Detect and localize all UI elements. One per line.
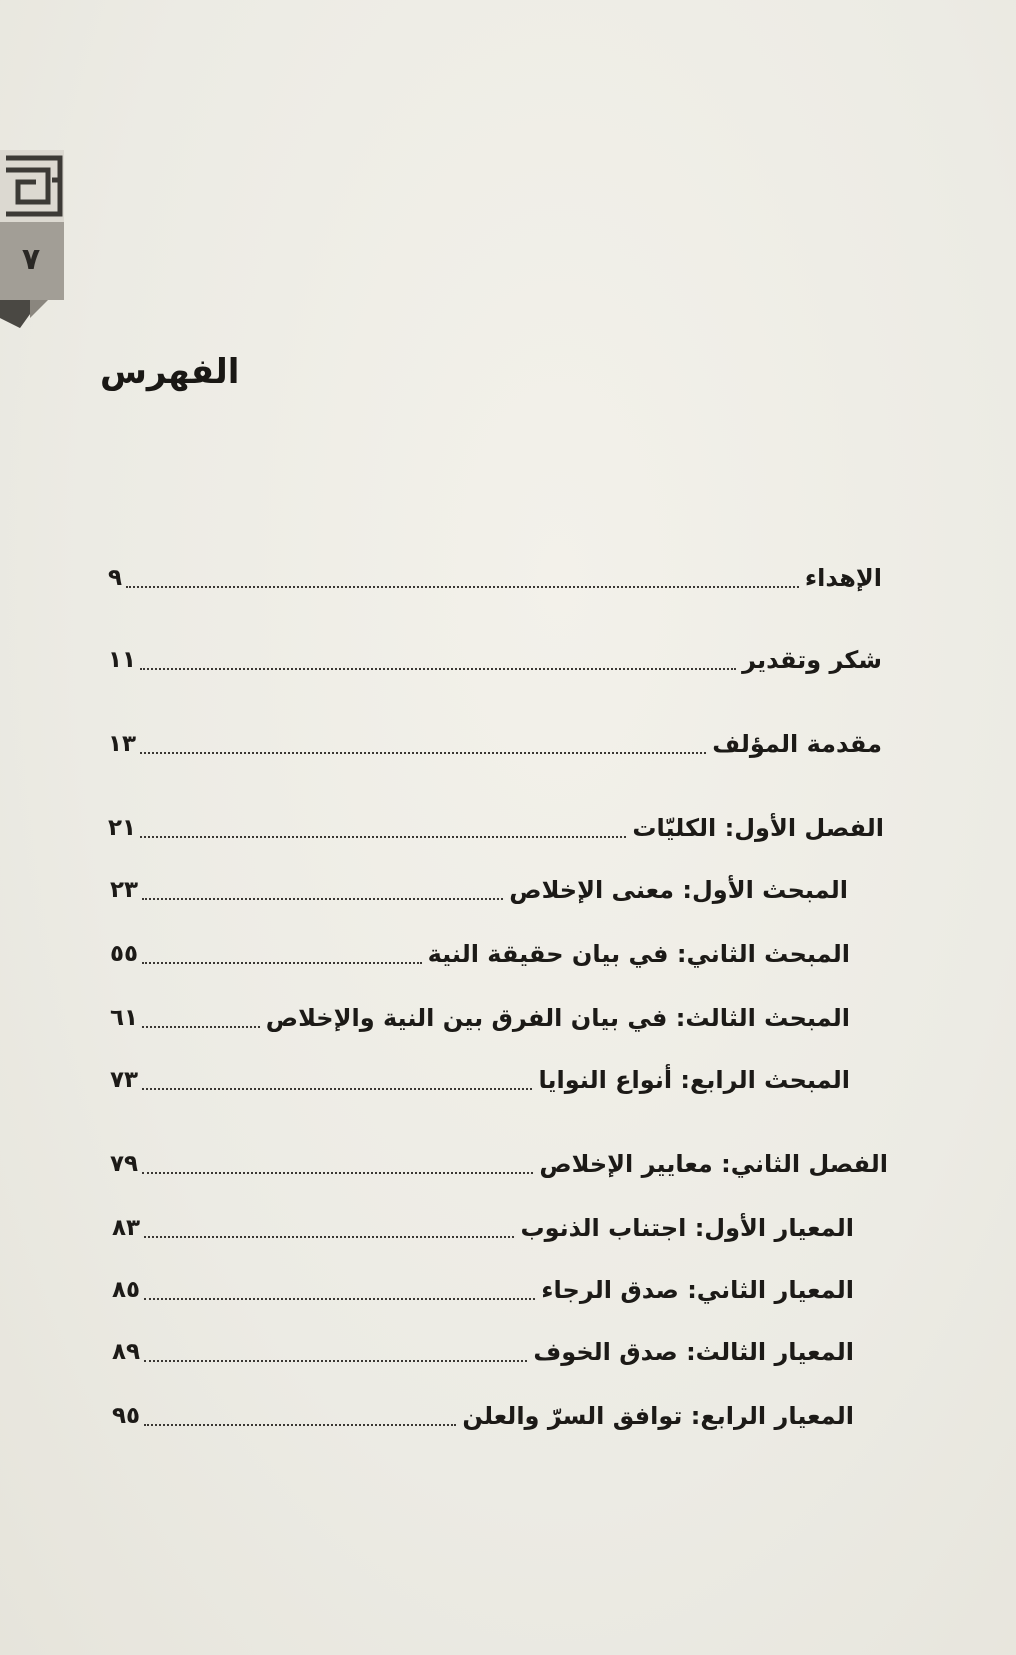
dot-leader (142, 1172, 533, 1174)
dot-leader (142, 962, 421, 964)
dot-leader (144, 1360, 527, 1362)
toc-row[interactable] (110, 1060, 850, 1100)
toc-title: الفصل الأول: الكليّات (632, 814, 884, 842)
dot-leader (126, 586, 799, 588)
toc-page-number: ٩ (108, 565, 123, 591)
toc-page-number: ١١ (108, 647, 137, 673)
toc-title: المبحث الرابع: أنواع النوايا (538, 1066, 850, 1094)
dot-leader (144, 1298, 535, 1300)
dot-leader (142, 1026, 260, 1028)
toc-page-number: ٦١ (110, 1005, 139, 1031)
dot-leader (140, 668, 736, 670)
toc-title: مقدمة المؤلف (712, 730, 882, 758)
toc-row[interactable] (108, 808, 884, 848)
toc-title: شكر وتقدير (742, 646, 882, 674)
toc-title: المعيار الأول: اجتناب الذنوب (520, 1214, 854, 1242)
toc-row[interactable] (108, 640, 882, 680)
dot-leader (144, 1236, 514, 1238)
toc-title: المبحث الثالث: في بيان الفرق بين النية والإخلاص (265, 1004, 850, 1032)
side-tab (0, 150, 70, 345)
toc-page-number: ٩٥ (112, 1403, 141, 1429)
toc-title: المبحث الأول: معنى الإخلاص (509, 876, 848, 904)
toc-row[interactable] (108, 724, 882, 764)
toc-page-number: ١٣ (108, 731, 137, 757)
toc-title: الفصل الثاني: معايير الإخلاص (539, 1150, 888, 1178)
toc-row[interactable] (110, 870, 848, 910)
toc-page-number: ٥٥ (110, 941, 139, 967)
index-heading: الفهرس (100, 352, 240, 392)
toc-page-number: ٢١ (108, 815, 137, 841)
toc-page-number: ٧٩ (110, 1151, 139, 1177)
toc-title: المعيار الثاني: صدق الرجاء (541, 1276, 854, 1304)
dot-leader (142, 898, 503, 900)
dot-leader (144, 1424, 456, 1426)
toc-page-number: ٢٣ (110, 877, 139, 903)
toc-row[interactable] (108, 558, 882, 598)
toc-row[interactable] (110, 1144, 888, 1184)
toc-row[interactable] (112, 1396, 854, 1436)
toc-row[interactable] (112, 1208, 854, 1248)
toc-row[interactable] (110, 934, 850, 974)
page-number: ٧ (21, 242, 41, 277)
toc-page-number: ٨٩ (112, 1339, 141, 1365)
dot-leader (140, 836, 626, 838)
toc-page-number: ٧٣ (110, 1067, 139, 1093)
toc-row[interactable] (110, 998, 850, 1038)
toc-row[interactable] (112, 1270, 854, 1310)
toc-page-number: ٨٥ (112, 1277, 141, 1303)
toc-title: الإهداء (804, 564, 882, 592)
dot-leader (142, 1088, 532, 1090)
toc-title: المبحث الثاني: في بيان حقيقة النية (427, 940, 850, 968)
toc-page-number: ٨٣ (112, 1215, 141, 1241)
dot-leader (140, 752, 706, 754)
toc-row[interactable] (112, 1332, 854, 1372)
toc-title: المعيار الرابع: توافق السرّ والعلن (462, 1402, 854, 1430)
toc-title: المعيار الثالث: صدق الخوف (533, 1338, 854, 1366)
